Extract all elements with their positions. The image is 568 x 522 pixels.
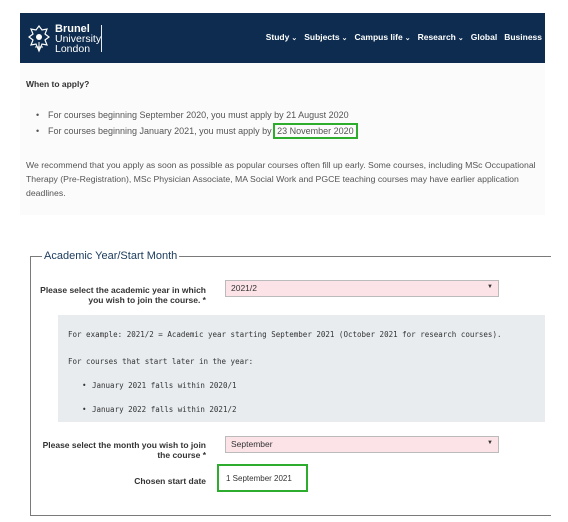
deadline-item: • For courses beginning September 2020, you must apply by 21 August 2020 — [36, 110, 358, 120]
nav-item-campus-life[interactable]: Campus life ⌄ — [354, 32, 411, 42]
chevron-down-icon: ⌄ — [457, 35, 464, 42]
example-line-1: For example: 2021/2 = Academic year starting September 2021 (October 2021 for research courses). — [68, 330, 502, 339]
start-month-value: September — [231, 439, 273, 449]
nav-item-research[interactable]: Research ⌄ — [417, 32, 464, 42]
example-list — [82, 381, 237, 429]
start-month-select[interactable] — [225, 436, 499, 453]
example-line-2: For courses that start later in the year: — [68, 357, 254, 366]
chosen-start-date-value: 1 September 2021 — [217, 464, 308, 492]
academic-year-value: 2021/2 — [231, 283, 257, 293]
example-item: • January 2021 falls within 2020/1 — [82, 381, 237, 390]
example-item: • January 2022 falls within 2021/2 — [82, 405, 237, 414]
dropdown-arrow-icon: ▼ — [487, 440, 493, 446]
logo-line-1: Brunel — [55, 23, 90, 35]
academic-year-label: Please select the academic year in which you wish to join the course. * — [40, 285, 206, 305]
academic-year-select[interactable] — [225, 280, 499, 297]
fieldset-legend: Academic Year/Start Month — [44, 250, 178, 262]
logo-line-3: London — [55, 43, 91, 55]
chevron-down-icon: ⌄ — [341, 35, 348, 42]
nav-item-subjects[interactable]: Subjects ⌄ — [304, 32, 348, 42]
brunel-logo[interactable] — [28, 23, 101, 55]
nav-item-business[interactable]: Business — [504, 32, 542, 42]
logo-line-2: University — [55, 33, 102, 45]
nav-item-study[interactable]: Study ⌄ — [265, 32, 298, 42]
chevron-down-icon: ⌄ — [404, 35, 411, 42]
main-nav — [266, 32, 542, 42]
deadline-list — [36, 110, 358, 142]
nav-item-global[interactable]: Global — [470, 32, 498, 42]
site-header — [20, 13, 545, 64]
when-to-apply-heading: When to apply? — [26, 79, 90, 89]
crest-icon — [28, 25, 50, 53]
dropdown-arrow-icon: ▼ — [487, 284, 493, 290]
logo-divider — [101, 25, 102, 52]
recommendation-text: We recommend that you apply as soon as possible as popular courses often fill up early. Some courses, including MSc Occupational Therapy (Pre-Registration), MSc Physician Associate, MA Social Work and PGCE teaching courses may have earlier application deadlines. — [26, 160, 536, 198]
chosen-start-date-label: Chosen start date — [134, 476, 206, 486]
start-month-label: Please select the month you wish to join the course * — [42, 440, 206, 460]
deadline-item: • For courses beginning January 2021, you must apply by 23 November 2020 — [36, 126, 358, 136]
academic-year-example — [58, 315, 545, 422]
highlighted-deadline: 23 November 2020 — [273, 123, 358, 139]
chevron-down-icon: ⌄ — [291, 35, 298, 42]
